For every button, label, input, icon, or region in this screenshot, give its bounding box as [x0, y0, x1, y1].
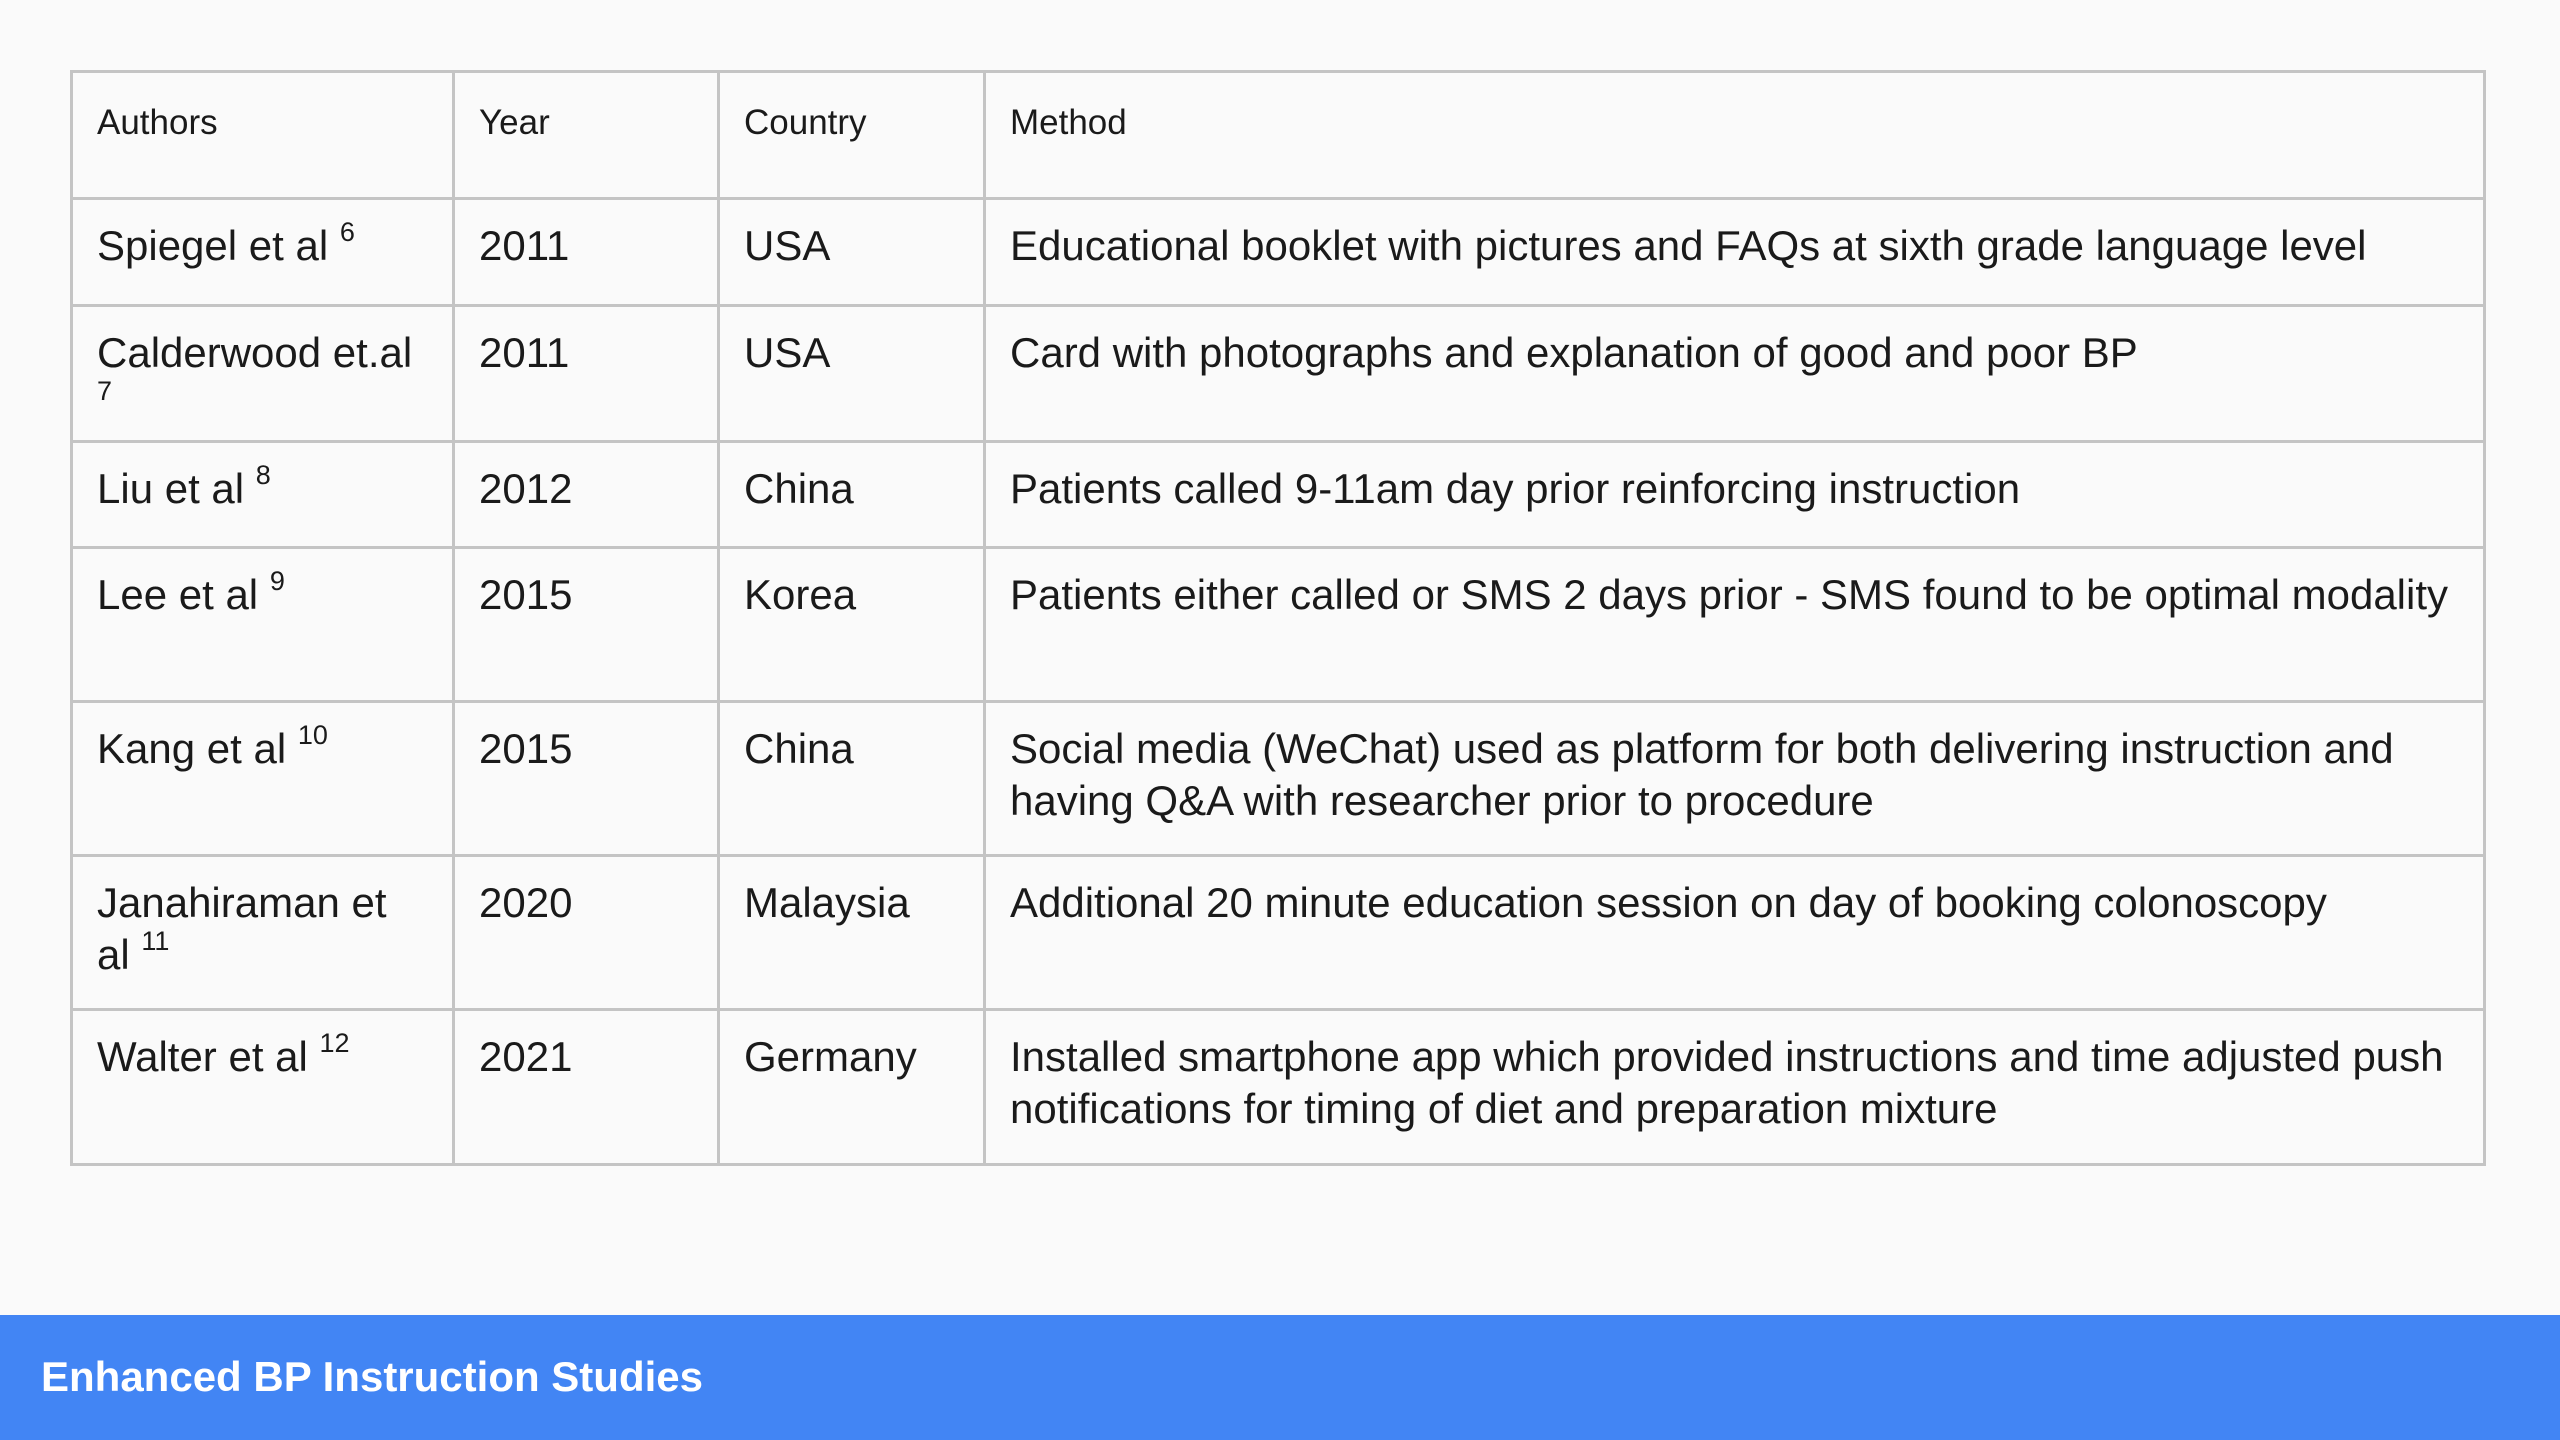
author-name: Spiegel et al [97, 222, 329, 269]
year-cell: 2015 [454, 548, 719, 702]
year-cell: 2011 [454, 199, 719, 306]
reference-number: 6 [339, 217, 355, 247]
column-header-method: Method [985, 72, 2485, 199]
studies-table [70, 70, 2486, 1166]
reference-number: 12 [319, 1028, 350, 1058]
author-cell [72, 199, 454, 306]
author-name: Liu et al [97, 465, 245, 512]
reference-number: 11 [141, 926, 170, 956]
method-cell: Installed smartphone app which provided instructions and time adjusted push notifications for timing of diet and preparation mixture [985, 1010, 2485, 1165]
author-cell [72, 1010, 454, 1165]
author-cell [72, 856, 454, 1010]
table-row [72, 548, 2485, 702]
country-cell: Germany [719, 1010, 985, 1165]
author-name: Walter et al [97, 1033, 308, 1080]
author-name: Janahiraman et al [97, 879, 387, 978]
method-cell: Patients called 9-11am day prior reinforcing instruction [985, 442, 2485, 548]
author-name: Calderwood et.al [97, 329, 413, 376]
method-cell: Educational booklet with pictures and FAQs at sixth grade language level [985, 199, 2485, 306]
footer-bar [0, 1315, 2560, 1440]
country-cell: USA [719, 199, 985, 306]
country-cell: China [719, 702, 985, 856]
table-row [72, 856, 2485, 1010]
author-cell [72, 442, 454, 548]
country-cell: USA [719, 306, 985, 442]
author-name: Kang et al [97, 725, 287, 772]
reference-number: 10 [297, 720, 328, 750]
reference-number: 8 [255, 460, 271, 490]
country-cell: Malaysia [719, 856, 985, 1010]
table-header-row [72, 72, 2485, 199]
year-cell: 2015 [454, 702, 719, 856]
column-header-year: Year [454, 72, 719, 199]
author-name: Lee et al [97, 571, 259, 618]
year-cell: 2020 [454, 856, 719, 1010]
author-cell [72, 548, 454, 702]
method-cell: Card with photographs and explanation of good and poor BP [985, 306, 2485, 442]
method-cell: Patients either called or SMS 2 days prior - SMS found to be optimal modality [985, 548, 2485, 702]
reference-number: 7 [97, 376, 113, 406]
year-cell: 2012 [454, 442, 719, 548]
author-cell [72, 702, 454, 856]
column-header-country: Country [719, 72, 985, 199]
table-row [72, 702, 2485, 856]
slide-title: Enhanced BP Instruction Studies [41, 1353, 703, 1400]
year-cell: 2011 [454, 306, 719, 442]
table-row [72, 1010, 2485, 1165]
year-cell: 2021 [454, 1010, 719, 1165]
table-row [72, 306, 2485, 442]
method-cell: Social media (WeChat) used as platform for both delivering instruction and having Q&A with researcher prior to procedure [985, 702, 2485, 856]
country-cell: Korea [719, 548, 985, 702]
table-row [72, 199, 2485, 306]
column-header-authors: Authors [72, 72, 454, 199]
reference-number: 9 [269, 566, 285, 596]
country-cell: China [719, 442, 985, 548]
author-cell [72, 306, 454, 442]
method-cell: Additional 20 minute education session on day of booking colonoscopy [985, 856, 2485, 1010]
table-row [72, 442, 2485, 548]
